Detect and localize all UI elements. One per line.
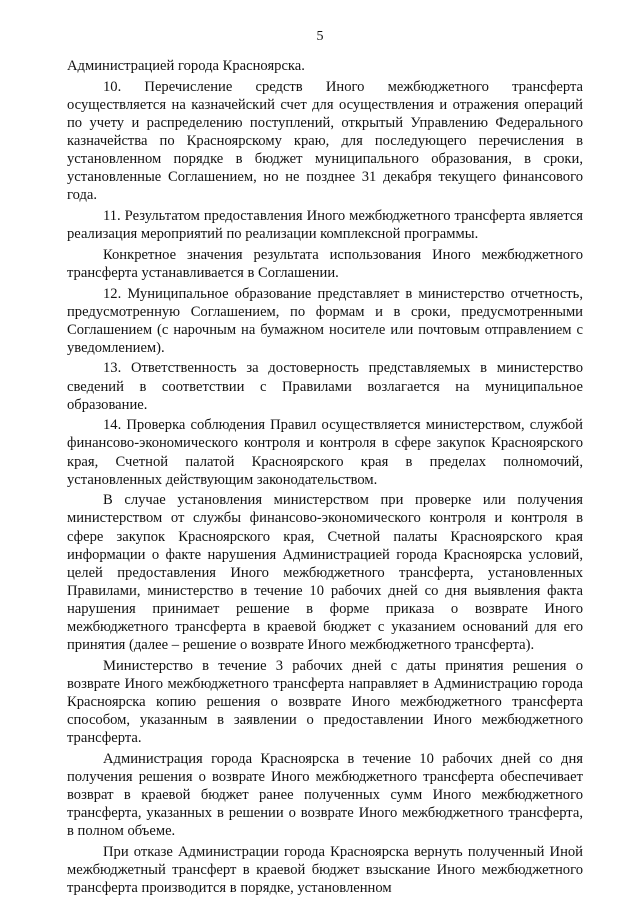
- paragraph-12-reporting: 12. Муниципальное образование представляет в министерство отчетность, предусмотренную Соглашением, по формам и в сроки, предусмотренными Соглашением (с нарочным на бумажном носителе или почтовым отправлением с уведомлением).: [67, 285, 583, 356]
- paragraph-decision-notice: Министерство в течение 3 рабочих дней с даты принятия решения о возврате Иного межбюджетного трансферта направляет в Администрацию города Красноярска копию решения о возврате Иного межбюджетного трансферта способом, указанным в заявлении о предоставлении Иного межбюджетного трансферта.: [67, 657, 583, 747]
- document-body: [67, 57, 583, 900]
- paragraph-11-result: 11. Результатом предоставления Иного межбюджетного трансферта является реализация мероприятий по реализации комплексной программы.: [67, 207, 583, 243]
- paragraph-10-transfer: 10. Перечисление средств Иного межбюджетного трансферта осуществляется на казначейский счет для осуществления и отражения операций по учету и распределению поступлений, открытый Управлению Федерального казначейства по Красноярскому краю, для последующего перечисления в установленном порядке в бюджет муниципального образования, в сроки, установленные Соглашением, но не позднее 31 декабря текущего финансового года.: [67, 78, 583, 204]
- page-number: 5: [316, 29, 324, 44]
- paragraph-result-value: Конкретное значения результата использования Иного межбюджетного трансферта устанавливается в Соглашении.: [67, 246, 583, 281]
- paragraph-14-inspection: 14. Проверка соблюдения Правил осуществляется министерством, службой финансово-экономического контроля и контроля в сфере закупок Красноярского края, Счетной палатой Красноярского края в пределах полномочий, установленных действующим законодательством.: [67, 417, 583, 488]
- paragraph-refusal: При отказе Администрации города Красноярска вернуть полученный Иной межбюджетный трансферт в краевой бюджет взыскание Иного межбюджетного трансферта производится в порядке, установленном: [67, 843, 583, 897]
- paragraph-13-responsibility: 13. Ответственность за достоверность представляемых в министерство сведений в соответствии с Правилами возлагается на муниципальное образование.: [67, 360, 583, 413]
- paragraph-violation-decision: В случае установления министерством при проверке или получения министерством от службы финансово-экономического контроля и контроля в сфере закупок Красноярского края, Счетной палаты Красноярского края информации о факте нарушения Администрацией города Красноярска условий, целей предоставления Иного межбюджетного трансферта, установленных Правилами, министерство в течение 10 рабочих дней со дня выявления факта нарушения принимает решение в форме приказа о возврате Иного межбюджетного трансферта в краевой бюджет с указанием оснований для его принятия (далее – решение о возврате Иного межбюджетного трансферта).: [67, 492, 583, 654]
- paragraph-continuation: Администрацией города Красноярска.: [67, 58, 305, 74]
- paragraph-refund: Администрация города Красноярска в течение 10 рабочих дней со дня получения решения о возврате Иного межбюджетного трансферта обеспечивает возврат в краевой бюджет ранее полученных сумм Иного межбюджетного трансферта, указанных в решении о возврате Иного межбюджетного трансферта, в полном объеме.: [67, 750, 583, 840]
